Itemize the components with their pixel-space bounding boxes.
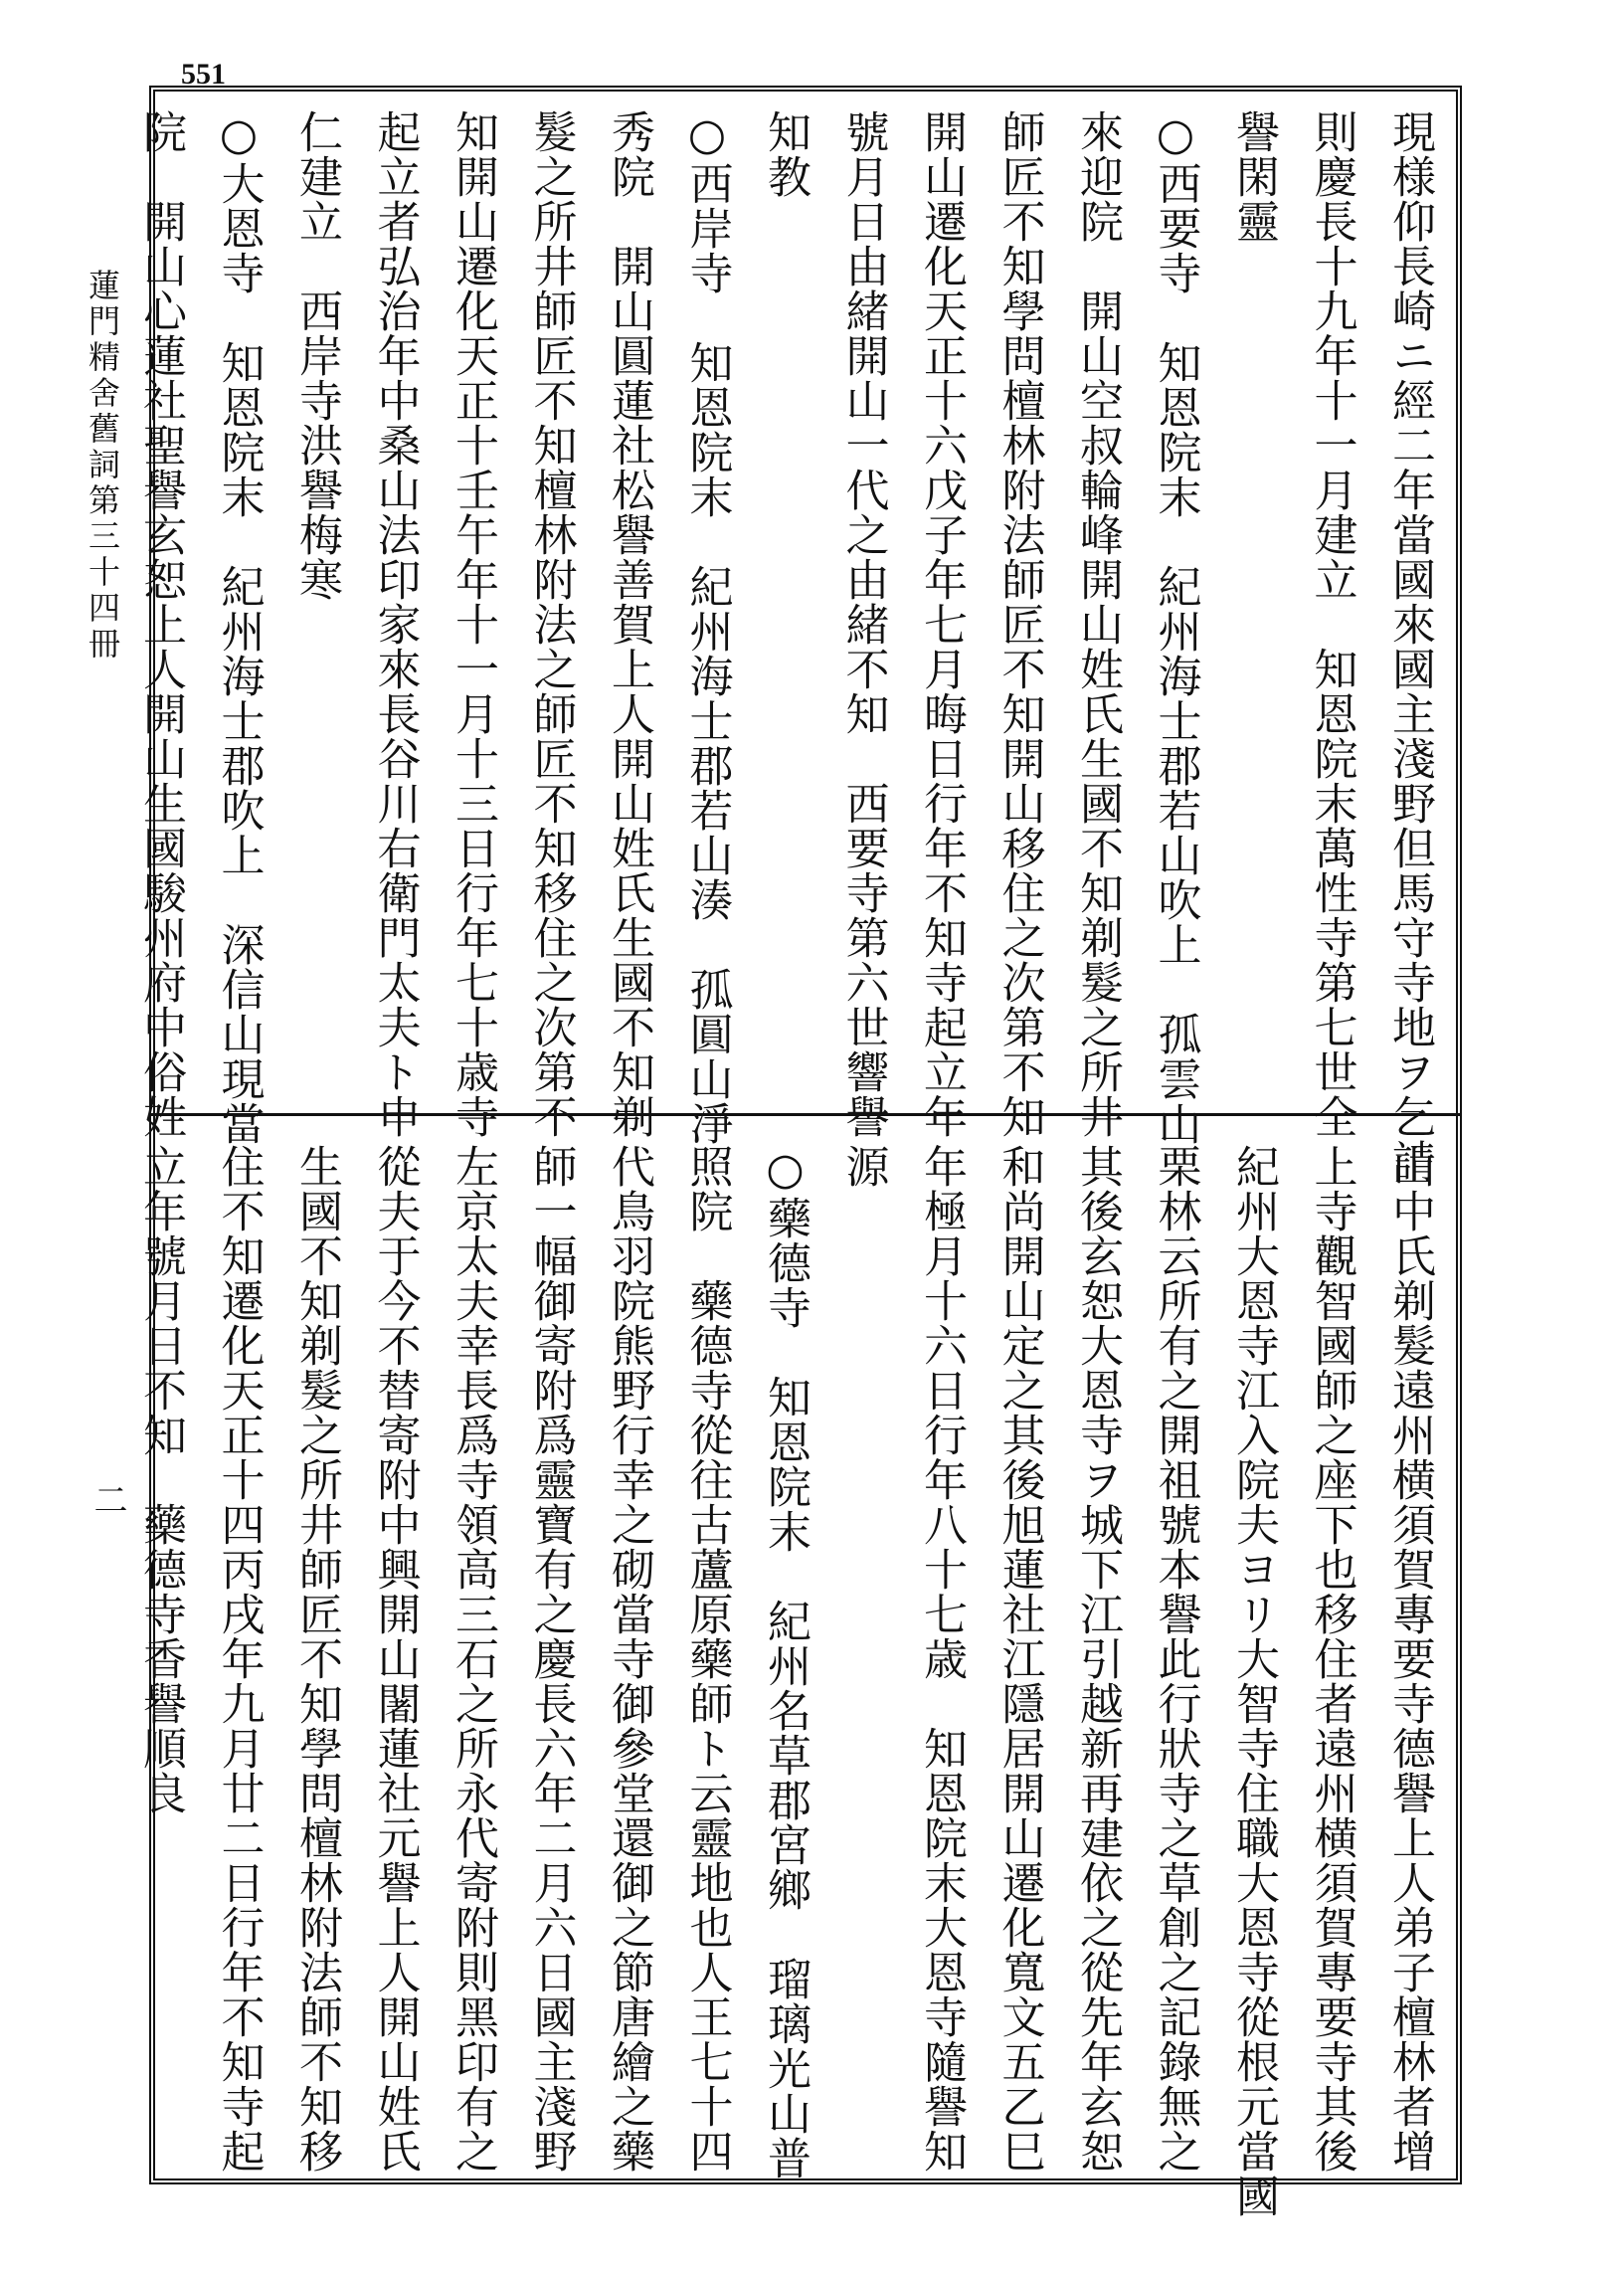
text-column: 院 開山心蓮社聖譽玄恕上人開山生國駿州府中俗姓 <box>135 109 186 1139</box>
text-column: ○西岸寺 知恩院末 紀州海士郡若山湊 孤圓山淨 <box>681 109 733 1146</box>
text-column: 山中氏剃髮遠州横須賀專要寺德譽上人弟子檀林者增 <box>1384 1144 1435 2174</box>
text-column: 從夫于今不替寄附中興開山闍蓮社元譽上人開山姓氏 <box>369 1144 421 2174</box>
text-column: ○藥德寺 知恩院末 紀州名草郡宮鄉 瑠璃光山普 <box>760 1144 811 2180</box>
text-column: 知開山遷化天正十壬午年十一月十三日行年七十歳寺 <box>448 109 498 1139</box>
text-column: 秀院 開山圓蓮社松譽善賀上人開山姓氏生國不知剃 <box>604 109 654 1139</box>
text-column: 師一幅御寄附爲靈寶有之慶長六年二月六日國主淺野 <box>525 1144 577 2174</box>
text-column: 左京太夫幸長爲寺領高三石之所永代寄附則黑印有之 <box>448 1144 498 2174</box>
text-column: ○大恩寺 知恩院末 紀州海士郡吹上 深信山現當 <box>213 109 265 1146</box>
text-column: 起立者弘治年中桑山法印家來長谷川右衛門太夫ト申 <box>369 109 421 1139</box>
text-column: 仁建立 西岸寺洪譽梅寒 <box>291 109 342 602</box>
text-column: 開山遷化天正十六戊子年七月晦日行年不知寺起立年 <box>916 109 967 1139</box>
text-column: 栗林云所有之開祖號本譽此行狀寺之草創之記錄無之 <box>1150 1144 1201 2174</box>
text-column: 和尚開山定之其後旭蓮社江隱居開山遷化寬文五乙巳 <box>993 1144 1045 2174</box>
lower-text-block <box>135 1144 1448 2218</box>
page-number: 551 <box>181 58 226 91</box>
upper-text-block <box>135 109 1448 1184</box>
running-title: 蓮門精舍舊詞第三十四冊 <box>84 269 121 663</box>
text-column: 住不知遷化天正十四丙戌年九月廿二日行年不知寺起 <box>213 1144 265 2174</box>
text-column: 紀州大恩寺江入院夫ヨリ大智寺住職大恩寺從根元當國 <box>1228 1144 1279 2218</box>
text-column: 知教 <box>760 109 811 199</box>
text-column: 照院 藥德寺從往古蘆原藥師ト云靈地也人王七十四 <box>681 1144 733 2174</box>
text-column: 年極月十六日行年八十七歳 知恩院末大恩寺隨譽知 <box>916 1144 967 2174</box>
upper-register <box>135 86 1462 1184</box>
text-column: 來迎院 開山空叔輪峰開山姓氏生國不知剃髮之所井 <box>1072 109 1123 1139</box>
text-column: ○西要寺 知恩院末 紀州海士郡若山吹上 孤雲山 <box>1150 109 1201 1146</box>
text-column: 代鳥羽院熊野行幸之砌當寺御參堂還御之節唐繪之藥 <box>604 1144 654 2174</box>
text-column: 生國不知剃髮之所井師匠不知學問檀林附法師不知移 <box>291 1144 342 2174</box>
text-column: 師匠不知學問檀林附法師匠不知開山移住之次第不知 <box>993 109 1045 1139</box>
text-column: 源 <box>837 1144 889 1189</box>
text-column: 號月日由緒開山一代之由緒不知 西要寺第六世響譽 <box>837 109 889 1139</box>
text-column: 上寺觀智國師之座下也移住者遠州横須賀專要寺其後 <box>1306 1144 1357 2174</box>
lower-register <box>135 1116 1462 2218</box>
text-column: 譽閑靈 <box>1228 109 1279 244</box>
text-column: 其後玄恕大恩寺ヲ城下江引越新再建依之從先年玄恕 <box>1072 1144 1123 2174</box>
text-column: 髮之所井師匠不知檀林附法之師匠不知移住之次第不 <box>525 109 577 1139</box>
folio-number: 二 <box>88 1482 127 1516</box>
text-column: 立年號月日不知 藥德寺香譽順良 <box>135 1144 186 1815</box>
text-column: 則慶長十九年十一月建立 知恩院末萬性寺第七世全 <box>1306 109 1357 1139</box>
text-column: 現様仰長崎ニ經二年當國來國主淺野但馬守寺地ヲ乞請 <box>1384 109 1435 1184</box>
